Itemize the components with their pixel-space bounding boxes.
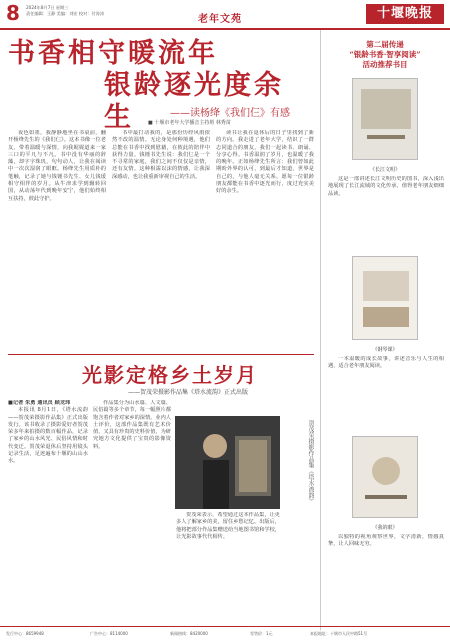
article1-subtitle: ——读杨绛《我们仨》有感 — [170, 108, 290, 119]
article2-column-1 — [8, 400, 88, 622]
article1-column-1 — [8, 130, 106, 350]
footer-distribution: 发行中心：8659948 — [6, 631, 44, 636]
article2-col2-text: 作品集分为山水篇、人文篇、民俗篇等多个章节，每一幅照片都饱含着作者对家乡的深情。业内人士评价，这部作品集既有艺术价值，又具有珍贵的史料价值，为研究地方文化提供了宝贵的影像资料。 — [93, 400, 171, 450]
header-date: 2024年8月7日 星期三 — [26, 5, 69, 10]
article2-col1-text: 本报讯 8月1日，《塔水流韵——贺茂荣摄影作品集》正式出版发行。该书收录了摄影爱好者贺茂荣多年来拍摄的数百幅作品，记录了家乡的山水风光、民俗风情和时代变迁。贺茂荣退休后坚持用镜头记录生活，足迹遍布十堰的山山水水。 — [8, 407, 88, 465]
book3-description — [328, 534, 444, 620]
section-title: 老年文苑 — [198, 14, 242, 25]
page-header — [0, 0, 450, 30]
book3-desc-text: 以独特的视角观察世界，文字清新，情感真挚，让人回味无穷。 — [328, 534, 444, 548]
article2-title: 光影定格乡土岁月 — [82, 363, 258, 387]
sidebar-title-line1: 第二届传递 — [366, 40, 404, 49]
article1-col2-text: 书中最打动我的，是那份历经风雨依然不改的温情。无论身处何种境遇，他们总能在书香中找到慰藉，在彼此的陪伴中获得力量。钱锺书先生说：我们仨是一个不寻常的家庭，我们之间不仅仅是亲情，还有友情。这种相濡以沫的情感，让我深深感动，也让我重新审视自己的生活。 — [112, 130, 210, 180]
photo-caption: 贺茂荣摄影作品集《塔水流韵》 — [307, 420, 314, 504]
article2-column-2 — [93, 400, 171, 622]
photo-book-cover — [175, 416, 280, 509]
book2-cover-art — [353, 257, 418, 340]
book1-cover-art — [353, 79, 418, 160]
book3-cover — [352, 436, 418, 518]
article1-column-2 — [112, 130, 210, 350]
book3-title: 《我的眼》 — [372, 525, 398, 531]
article1-author: ■ 十堰市老年大学播音主持班 林秀苗 — [148, 120, 231, 126]
sidebar-title — [326, 40, 444, 70]
book1-desc-text: 这是一部讲述长江文明历史的图书，深入浅出地展现了长江流域的文化传承，值得老年朋友细细品读。 — [328, 176, 444, 197]
book2-cover — [352, 256, 418, 340]
article2-column-3 — [176, 512, 280, 622]
article1-col1-text: 夜色如墨，我静静地坐在书桌前，翻开杨绛先生的《我们仨》。这本书像一位老友，带着温暖与深情，向我娓娓道来一家三口的平凡与不凡。书中没有华丽的辞藻，却字字珠玑，句句动人，让我在阅读中一次次湿润了眼眶。杨绛先生用质朴的笔触，记录了她与钱锺书先生、女儿钱瑗相守相伴的岁月。从牛津求学到辗转回国，从动荡年代到晚年安宁，他们始终相互扶持，彼此守护。 — [8, 130, 106, 202]
photo-image — [175, 416, 280, 509]
footer-price: 零售价：1元 — [250, 631, 273, 636]
article2-col3-text: 贺茂荣表示，希望通过这本作品集，让更多人了解家乡的美，留住乡愁记忆。出版后，他将把部分作品集赠送给当地图书馆和学校，让光影故事代代相传。 — [176, 512, 280, 540]
sidebar-title-line3: 活动推荐书目 — [362, 60, 408, 69]
header-meta — [26, 5, 104, 17]
footer-hotline: 新闻热线：8420000 — [170, 631, 208, 636]
article2-subtitle: ——贺茂荣摄影作品集《塔水流韵》正式出版 — [128, 389, 249, 396]
book1-description — [328, 176, 444, 246]
book2-title: 《钢琴课》 — [372, 347, 398, 353]
article1-column-3 — [216, 130, 314, 350]
book2-description — [328, 356, 444, 426]
book1-cover — [352, 78, 418, 160]
page-number: 8 — [6, 1, 20, 25]
article1-title-line2: 银龄逐光度余生 — [104, 70, 284, 133]
page-footer — [0, 626, 450, 640]
article1-title-line1: 书香相守暖流年 — [8, 38, 218, 69]
footer-address: 本报地址：十堰市人民中路51号 — [310, 631, 368, 636]
article-divider — [8, 354, 314, 355]
sidebar-title-line2: “银龄书香·智享阅读” — [349, 50, 421, 59]
newspaper-logo: 十堰晚报 — [366, 4, 444, 24]
footer-ads: 广告中心：8114000 — [90, 631, 128, 636]
header-editors: 责任编辑：王静 美编：刘宏 校对：付涛涛 — [26, 11, 105, 16]
article2-byline: ■记者 朱勇 通讯员 顾龙玮 — [8, 400, 71, 406]
book2-desc-text: 一本温暖的成长故事，讲述音乐与人生的相遇，适合老年朋友阅读。 — [328, 356, 444, 370]
article1-col3-text: 读书让我在退休后的日子里找到了新的方向。我走进了老年大学，结识了一群志同道合的朋友，我们一起读书、朗诵、分享心得。书香温润了岁月，也温暖了我的晚年。正如杨绛先生所言：我们曾如此期盼外界的认可，到最后才知道，世界是自己的，与他人毫无关系。愿每一位银龄朋友都能在书香中逐光而行，度过充实美好的余生。 — [216, 130, 314, 195]
book3-cover-art — [353, 437, 418, 518]
book1-title: 《长江文明》 — [369, 167, 400, 173]
